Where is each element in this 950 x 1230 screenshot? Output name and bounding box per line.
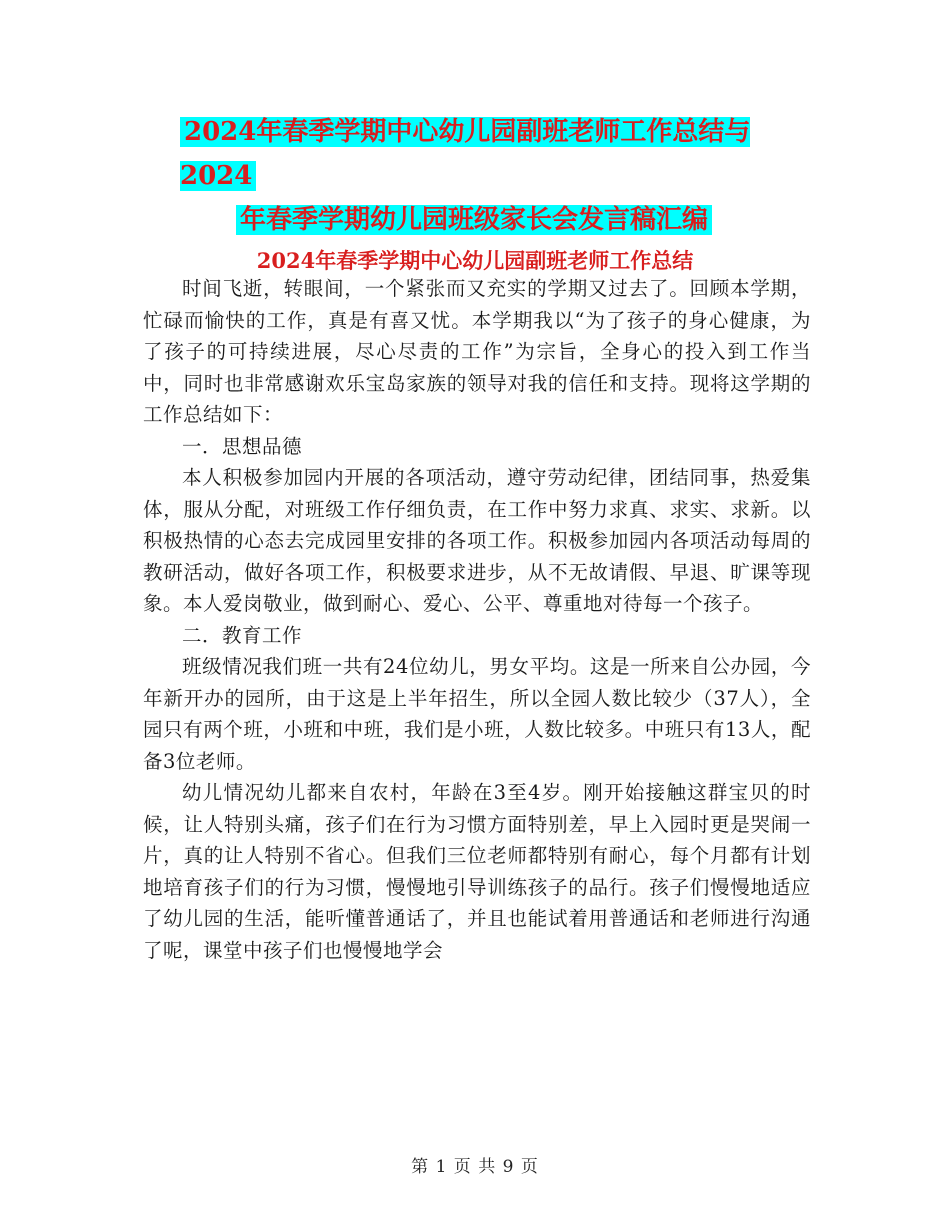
paragraph-intro: 时间飞逝，转眼间，一个紧张而又充实的学期又过去了。回顾本学期，忙碌而愉快的工作，真是有喜又忧。本学期我以“为了孩子的身心健康，为了孩子的可持续进展，尽心尽责的工作”为宗旨，全身心的投入到工作当中，同时也非常感谢欢乐宝岛家族的领导对我的信任和支持。现将这学期的工作总结如下： xyxy=(143,277,811,426)
heading-ideology: 一．思想品德 xyxy=(182,434,303,458)
section-title: 2024年春季学期中心幼儿园副班老师工作总结 xyxy=(256,248,694,273)
page-footer: 第 1 页 共 9 页 xyxy=(411,1157,539,1177)
document-title xyxy=(180,110,820,242)
document-title-line-1: 2024年春季学期中心幼儿园副班老师工作总结与2024 xyxy=(180,117,751,191)
document-body xyxy=(143,273,811,966)
heading-education: 二．教育工作 xyxy=(182,623,303,647)
paragraph-class-situation: 班级情况我们班一共有24位幼儿，男女平均。这是一所来自公办园，今年新开办的园所，由于这是上半年招生，所以全园人数比较少（37人），全园只有两个班，小班和中班，我们是小班，人数比较多。中班只有13人，配备3位老师。 xyxy=(143,655,811,773)
document-title-line-2: 年春季学期幼儿园班级家长会发言稿汇编 xyxy=(236,205,712,235)
paragraph-ideology: 本人积极参加园内开展的各项活动，遵守劳动纪律，团结同事，热爱集体，服从分配，对班级工作仔细负责，在工作中努力求真、求实、求新。以积极热情的心态去完成园里安排的各项工作。积极参加园内各项活动每周的教研活动，做好各项工作，积极要求进步，从不无故请假、早退、旷课等现象。本人爱岗敬业，做到耐心、爱心、公平、尊重地对待每一个孩子。 xyxy=(143,466,811,615)
paragraph-child-situation: 幼儿情况幼儿都来自农村，年龄在3至4岁。刚开始接触这群宝贝的时候，让人特别头痛，孩子们在行为习惯方面特别差，早上入园时更是哭闹一片，真的让人特别不省心。但我们三位老师都特别有耐心，每个月都有计划地培育孩子们的行为习惯，慢慢地引导训练孩子的品行。孩子们慢慢地适应了幼儿园的生活，能听懂普通话了，并且也能试着用普通话和老师进行沟通了呢，课堂中孩子们也慢慢地学会 xyxy=(143,781,811,962)
